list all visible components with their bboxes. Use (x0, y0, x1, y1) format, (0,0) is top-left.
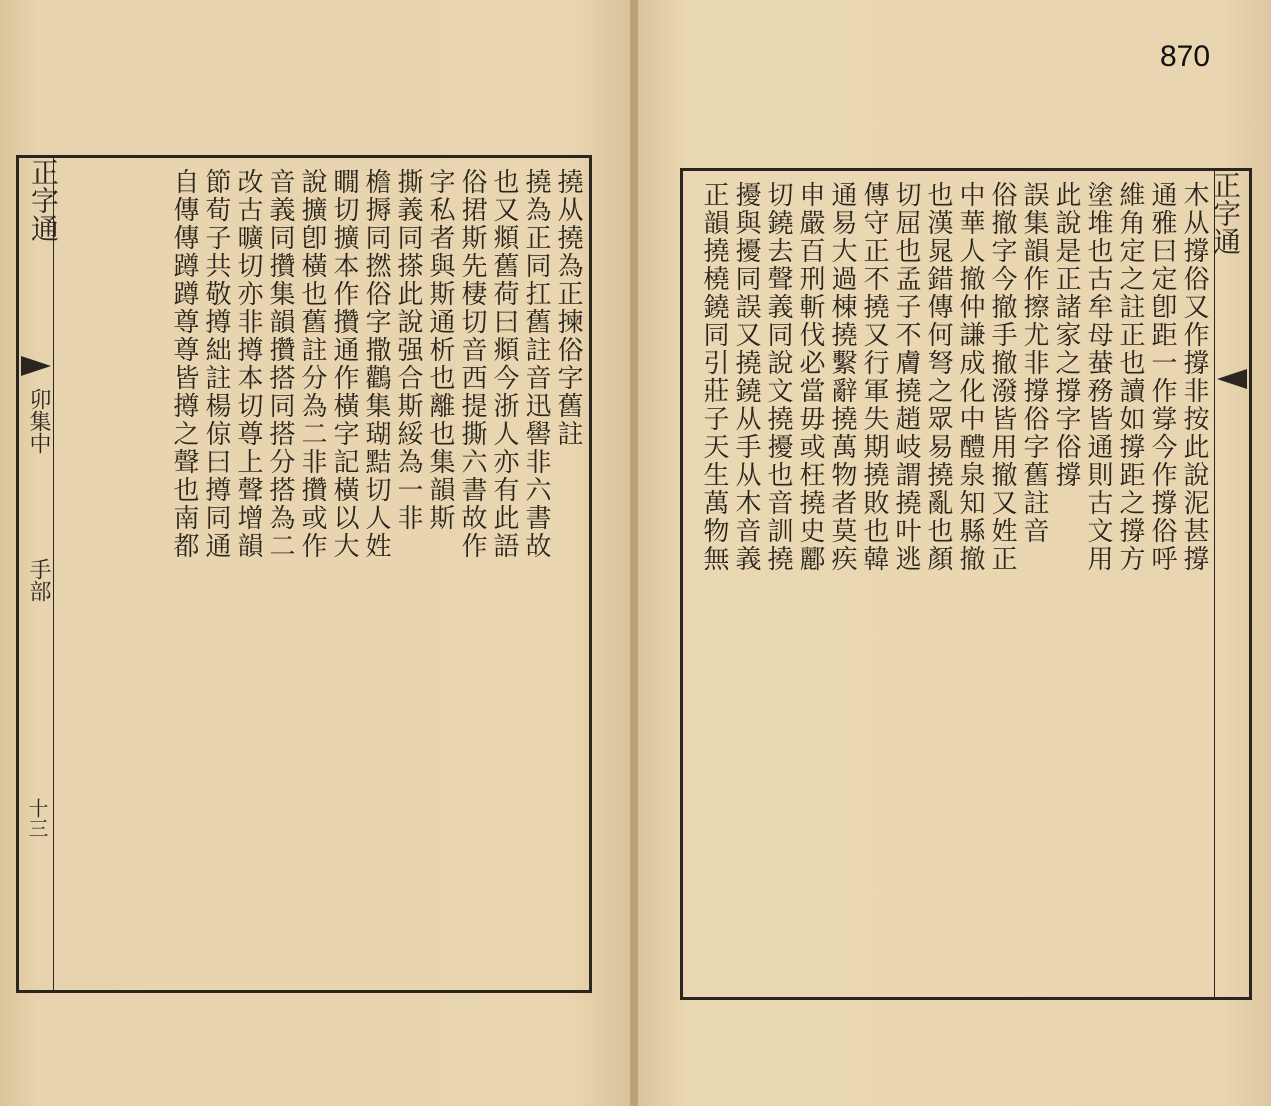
left-column: 撓从撓為正揀俗字舊註 (553, 168, 583, 448)
right-column: 此說是正諸家之撐字俗撐 (1051, 181, 1081, 489)
left-column: 改古曠切亦非撙本切尊上聲增韻 (233, 168, 263, 560)
left-margin-title: 正字通 (27, 158, 60, 242)
right-column: 也漢晁錯傳何弩之眾易撓亂也顏 (923, 181, 953, 573)
left-column: 撕義同搽此說强合斯綏為一非 (393, 168, 423, 532)
left-text-frame (16, 155, 592, 993)
left-column: 說擴卽橫也舊註分為二非攢或作 (297, 168, 327, 560)
right-margin-title: 正字通 (1209, 171, 1242, 255)
right-column: 木从撐俗又作撐非按此說泥甚撐 (1179, 181, 1209, 573)
page-number: 870 (1160, 40, 1211, 73)
left-column: 音義同攢集韻攢搭同搭分搭為二 (265, 168, 295, 560)
left-column: 撓為正同扛舊註音迅嚳非六書故 (521, 168, 551, 560)
left-column: 也又頫舊荷曰頫今浙人亦有此語 (489, 168, 519, 560)
right-column: 俗撤字今撤手撤潑皆用撤又姓正 (987, 181, 1017, 573)
right-column: 通易大過棟撓繫辭撓萬物者莫疾 (827, 181, 857, 573)
book-gutter (630, 0, 638, 1106)
left-margin-folio: 十三 (25, 798, 49, 838)
right-column: 切屈也孟子不膚撓趙岐謂撓叶逃 (891, 181, 921, 573)
left-margin-section: 手部 (26, 558, 51, 602)
right-column: 切鐃去聲義同說文撓擾也音訓撓 (763, 181, 793, 573)
left-fishtail-mark (21, 356, 51, 376)
left-column: 瞯切擴本作攢通作橫字記橫以大 (329, 168, 359, 560)
right-column: 正韻撓橈鐃同引莊子天生萬物無 (699, 181, 729, 573)
right-column: 申嚴百刑斬伐必當毋或枉撓史酈 (795, 181, 825, 573)
left-column: 俗捃斯先棲切音西提撕六書故作 (457, 168, 487, 560)
left-text-columns (59, 168, 583, 980)
left-margin-volume: 卯集中 (26, 388, 51, 454)
right-column: 中華人撤仲謙成化中醴泉知縣撤 (955, 181, 985, 573)
right-fishtail-mark (1217, 369, 1247, 389)
right-column: 維角定之註正也讀如撐距之撐方 (1115, 181, 1145, 573)
right-column: 誤集韻作擦尤非撐俗字舊註音 (1019, 181, 1049, 545)
right-column: 塗堆也古牟母蛬務皆通則古文用 (1083, 181, 1113, 573)
right-column: 傳守正不撓又行軍失期撓敗也韓 (859, 181, 889, 573)
right-column: 通雅曰定卽距一作牚今作撐俗呼 (1147, 181, 1177, 573)
left-column: 自傳傳蹲蹲尊尊皆撙之聲也南都 (169, 168, 199, 560)
right-text-columns (689, 181, 1209, 987)
right-margin-rule (1214, 171, 1215, 997)
right-column: 擾與擾同誤又撓鐃从手从木音義 (731, 181, 761, 573)
right-text-frame (680, 168, 1252, 1000)
left-column: 節荀子共敬撙絀註楊倞曰撙同通 (201, 168, 231, 560)
left-column: 字私者與斯通析也離也集韻斯 (425, 168, 455, 532)
left-column: 檐搙同撚俗字撒鸛集瑚黠切人姓 (361, 168, 391, 560)
